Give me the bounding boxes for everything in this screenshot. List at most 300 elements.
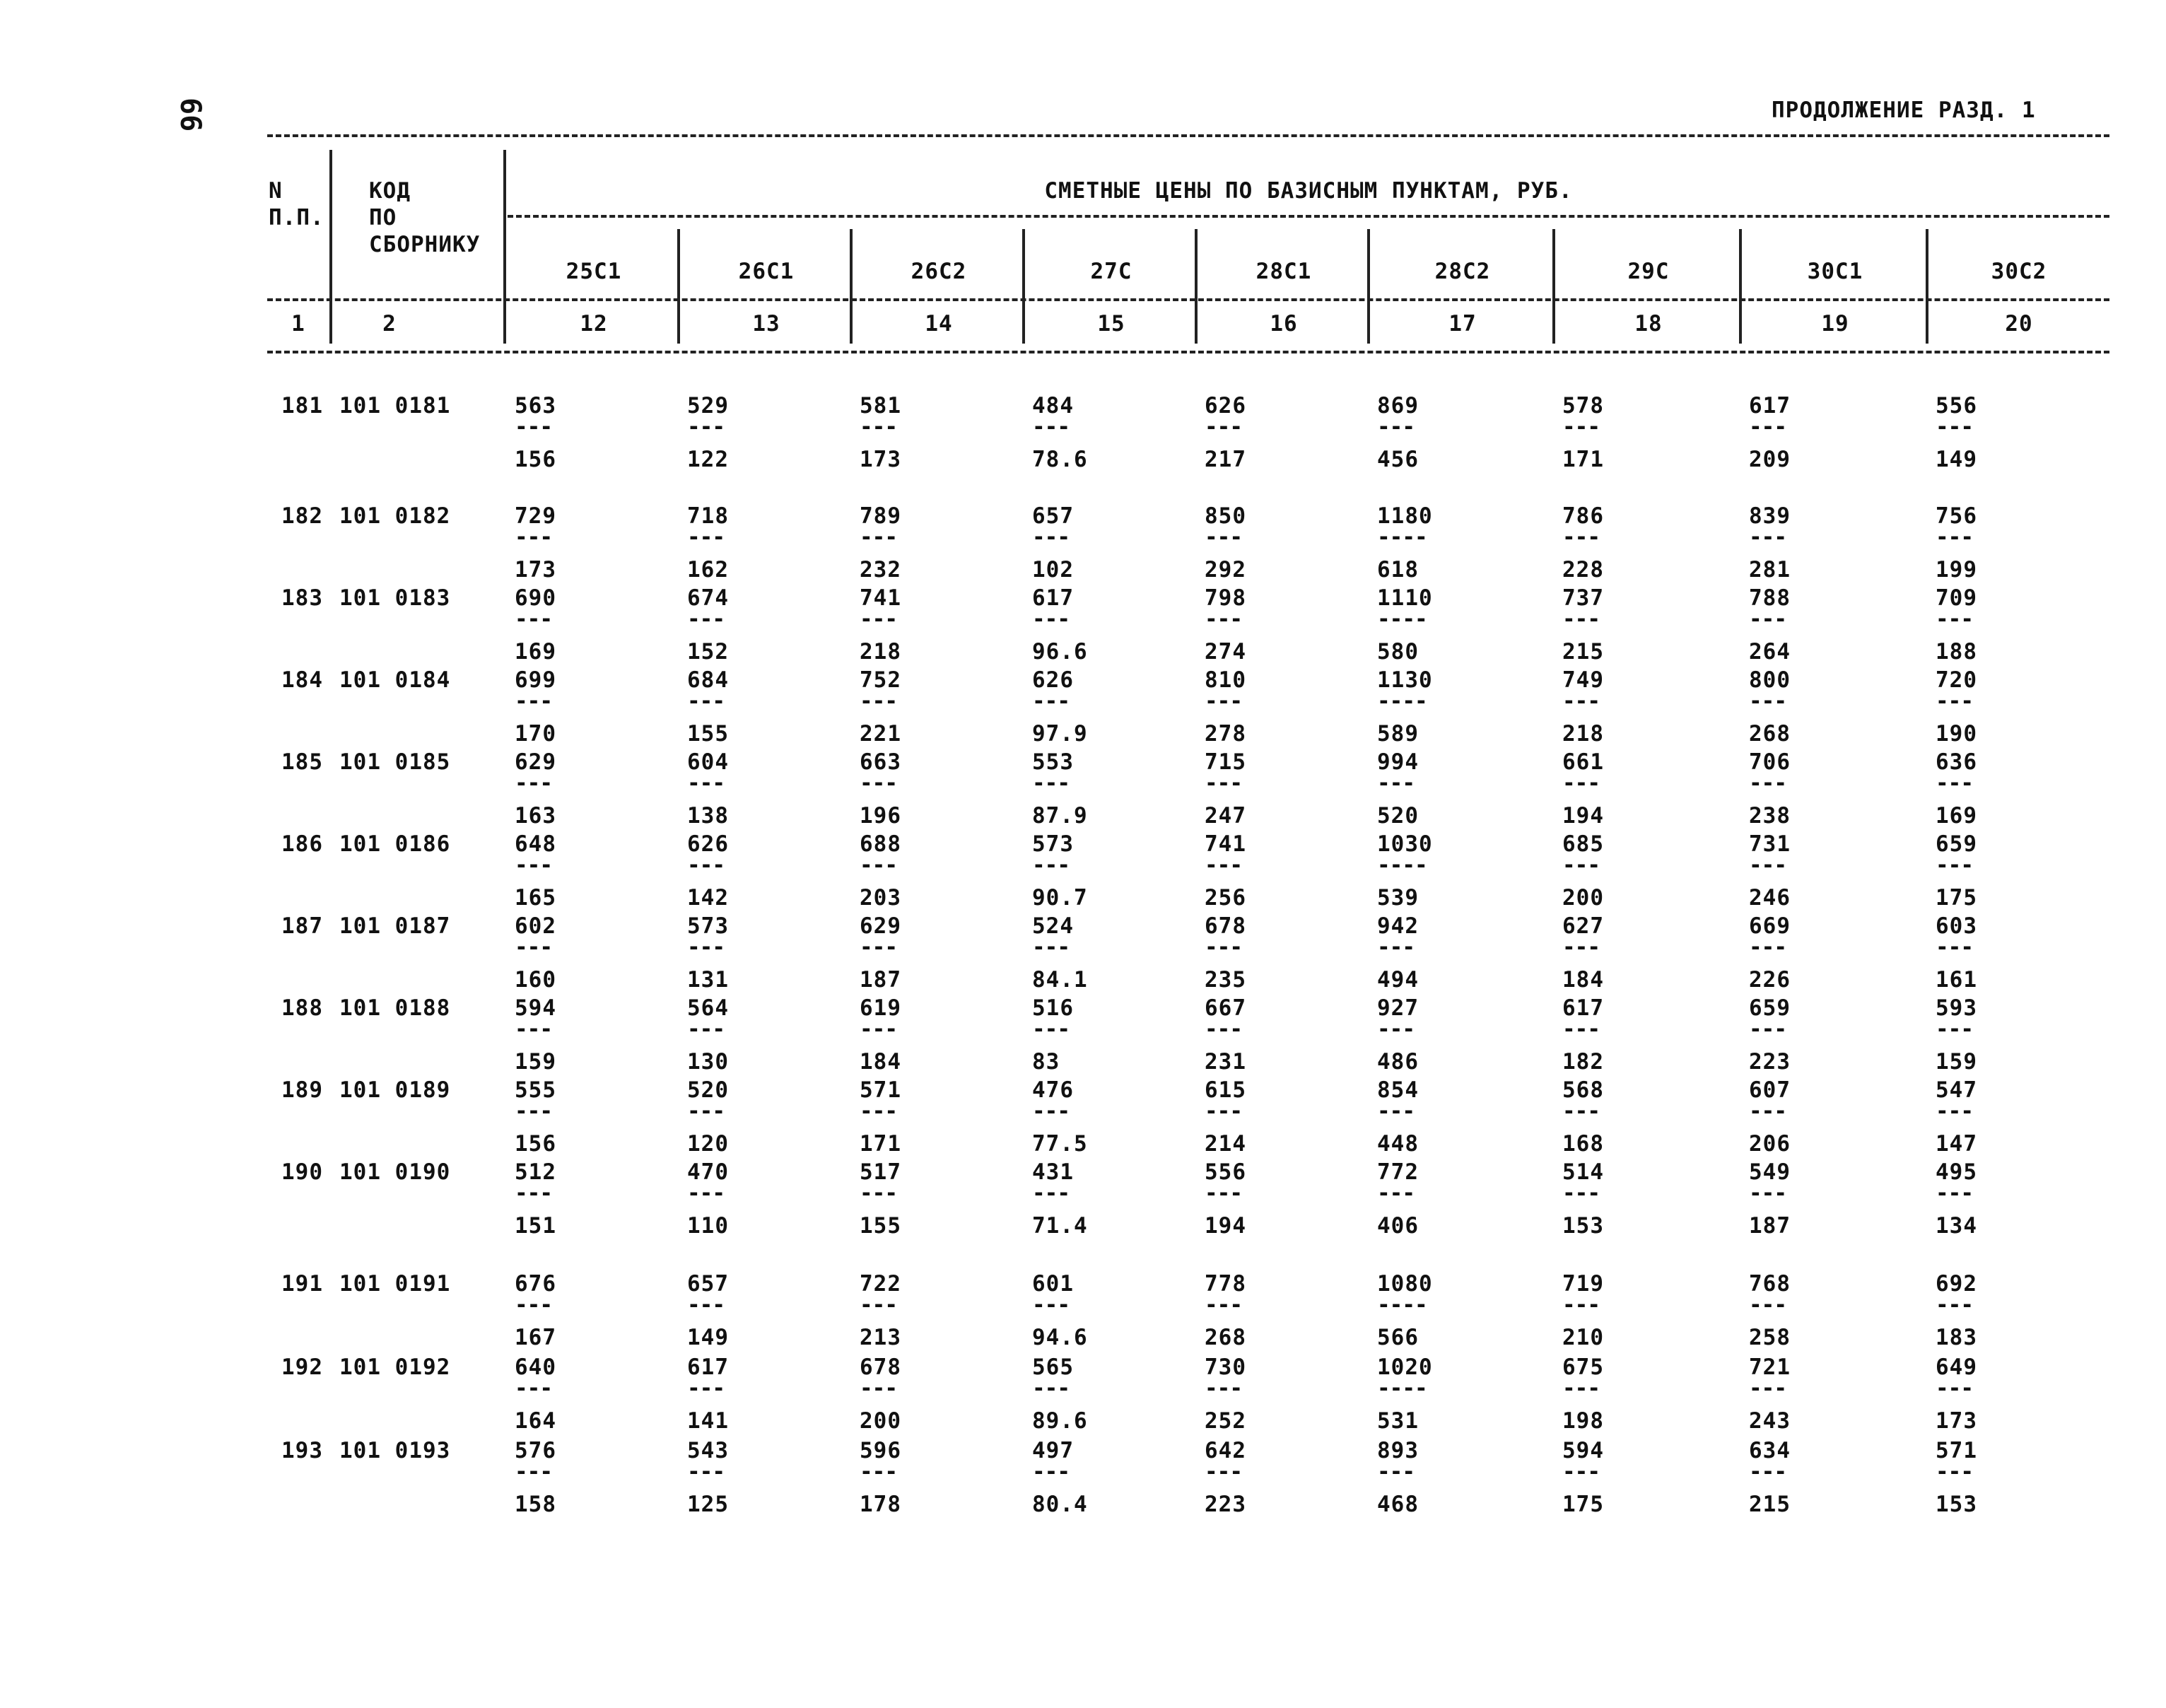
price-numerator: 706 <box>1749 749 1791 775</box>
price-denominator: 223 <box>1205 1492 1246 1517</box>
price-denominator: 183 <box>1936 1325 1977 1350</box>
column-divider <box>677 229 680 344</box>
collection-code: 101 0193 <box>339 1438 451 1463</box>
price-denominator: 175 <box>1562 1492 1604 1517</box>
collection-code: 101 0183 <box>339 585 451 611</box>
price-denominator: 406 <box>1377 1213 1419 1239</box>
fraction-bar: --- <box>1562 414 1600 440</box>
price-denominator: 141 <box>687 1408 729 1434</box>
collection-code: 101 0186 <box>339 831 451 857</box>
fraction-bar: --- <box>1936 1292 1973 1318</box>
price-denominator: 252 <box>1205 1408 1246 1434</box>
price-numerator: 571 <box>860 1077 901 1103</box>
row-number: 183 <box>281 585 323 611</box>
section-continuation-title: ПРОДОЛЖЕНИЕ РАЗД. 1 <box>1772 98 2036 123</box>
fraction-bar: --- <box>1562 689 1600 714</box>
fraction-bar: --- <box>1562 607 1600 632</box>
column-n-label-line2: П.П. <box>269 205 324 230</box>
price-numerator: 675 <box>1562 1355 1604 1380</box>
fraction-bar: --- <box>515 853 552 878</box>
fraction-bar: --- <box>1205 853 1242 878</box>
fraction-bar: --- <box>1032 1099 1070 1124</box>
row-number: 193 <box>281 1438 323 1463</box>
price-denominator: 89.6 <box>1032 1408 1088 1434</box>
fraction-bar: --- <box>860 935 897 960</box>
price-numerator: 617 <box>1749 393 1791 419</box>
price-denominator: 153 <box>1936 1492 1977 1517</box>
fraction-bar: --- <box>1205 1292 1242 1318</box>
price-numerator: 573 <box>1032 831 1074 857</box>
fraction-bar: --- <box>1936 525 1973 550</box>
fraction-bar: --- <box>1936 853 1973 878</box>
fraction-bar: --- <box>1749 853 1786 878</box>
price-denominator: 165 <box>515 885 556 911</box>
price-numerator: 1020 <box>1377 1355 1433 1380</box>
price-numerator: 520 <box>687 1077 729 1103</box>
row-number: 187 <box>281 913 323 939</box>
price-numerator: 810 <box>1205 667 1246 693</box>
price-denominator: 149 <box>1936 447 1977 472</box>
price-denominator: 155 <box>860 1213 901 1239</box>
point-header-9: 30С2 <box>1991 259 2047 284</box>
fraction-bar: --- <box>860 525 897 550</box>
price-numerator: 667 <box>1205 995 1246 1021</box>
price-numerator: 571 <box>1936 1438 1977 1463</box>
point-header-2: 26С1 <box>738 259 795 284</box>
price-denominator: 194 <box>1562 803 1604 829</box>
price-denominator: 486 <box>1377 1049 1419 1075</box>
price-numerator: 607 <box>1749 1077 1791 1103</box>
column-divider <box>329 150 332 344</box>
fraction-bar: --- <box>515 607 552 632</box>
column-number: 15 <box>1097 311 1125 337</box>
price-numerator: 730 <box>1205 1355 1246 1380</box>
fraction-bar: --- <box>515 1017 552 1042</box>
price-denominator: 182 <box>1562 1049 1604 1075</box>
fraction-bar: ---- <box>1377 1292 1427 1318</box>
price-denominator: 159 <box>515 1049 556 1075</box>
price-numerator: 659 <box>1936 831 1977 857</box>
fraction-bar: --- <box>515 1376 552 1401</box>
price-numerator: 604 <box>687 749 729 775</box>
column-divider <box>1022 229 1025 344</box>
fraction-bar: --- <box>1377 414 1415 440</box>
header-bottom-rule <box>267 351 2109 353</box>
price-denominator: 151 <box>515 1213 556 1239</box>
fraction-bar: --- <box>860 1099 897 1124</box>
price-denominator: 256 <box>1205 885 1246 911</box>
fraction-bar: --- <box>687 1459 725 1485</box>
fraction-bar: --- <box>1205 1181 1242 1206</box>
fraction-bar: --- <box>860 771 897 796</box>
price-denominator: 196 <box>860 803 901 829</box>
price-denominator: 156 <box>515 447 556 472</box>
fraction-bar: --- <box>1377 1099 1415 1124</box>
header-top-rule <box>267 134 2109 137</box>
price-denominator: 194 <box>1205 1213 1246 1239</box>
price-denominator: 138 <box>687 803 729 829</box>
fraction-bar: --- <box>1562 853 1600 878</box>
price-numerator: 529 <box>687 393 729 419</box>
price-denominator: 210 <box>1562 1325 1604 1350</box>
fraction-bar: ---- <box>1377 607 1427 632</box>
price-denominator: 168 <box>1562 1131 1604 1157</box>
price-denominator: 246 <box>1749 885 1791 911</box>
price-denominator: 264 <box>1749 639 1791 665</box>
price-denominator: 175 <box>1936 885 1977 911</box>
price-numerator: 578 <box>1562 393 1604 419</box>
fraction-bar: --- <box>1749 1017 1786 1042</box>
point-header-8: 30С1 <box>1807 259 1863 284</box>
fraction-bar: --- <box>1749 525 1786 550</box>
fraction-bar: --- <box>1032 414 1070 440</box>
collection-code: 101 0184 <box>339 667 451 693</box>
price-numerator: 497 <box>1032 1438 1074 1463</box>
row-number: 192 <box>281 1355 323 1380</box>
price-denominator: 149 <box>687 1325 729 1350</box>
row-number: 185 <box>281 749 323 775</box>
price-numerator: 994 <box>1377 749 1419 775</box>
fraction-bar: --- <box>1562 1017 1600 1042</box>
price-denominator: 215 <box>1749 1492 1791 1517</box>
price-denominator: 226 <box>1749 967 1791 993</box>
price-numerator: 476 <box>1032 1077 1074 1103</box>
price-denominator: 190 <box>1936 721 1977 747</box>
price-denominator: 162 <box>687 557 729 583</box>
price-denominator: 77.5 <box>1032 1131 1088 1157</box>
fraction-bar: --- <box>1749 414 1786 440</box>
price-numerator: 692 <box>1936 1271 1977 1297</box>
price-numerator: 603 <box>1936 913 1977 939</box>
price-numerator: 731 <box>1749 831 1791 857</box>
price-denominator: 94.6 <box>1032 1325 1088 1350</box>
fraction-bar: --- <box>1936 1376 1973 1401</box>
price-denominator: 218 <box>1562 721 1604 747</box>
price-denominator: 159 <box>1936 1049 1977 1075</box>
column-n-label-line1: N <box>269 178 283 204</box>
row-number: 186 <box>281 831 323 857</box>
price-numerator: 800 <box>1749 667 1791 693</box>
fraction-bar: --- <box>1936 414 1973 440</box>
price-denominator: 90.7 <box>1032 885 1088 911</box>
price-numerator: 619 <box>860 995 901 1021</box>
price-denominator: 494 <box>1377 967 1419 993</box>
fraction-bar: --- <box>1377 935 1415 960</box>
column-divider <box>503 150 506 344</box>
fraction-bar: --- <box>1205 689 1242 714</box>
price-numerator: 556 <box>1205 1159 1246 1185</box>
price-denominator: 199 <box>1936 557 1977 583</box>
column-code-label-line2: ПО <box>369 205 397 230</box>
price-numerator: 676 <box>515 1271 556 1297</box>
price-denominator: 102 <box>1032 557 1074 583</box>
fraction-bar: --- <box>1032 771 1070 796</box>
price-numerator: 627 <box>1562 913 1604 939</box>
price-numerator: 663 <box>860 749 901 775</box>
fraction-bar: --- <box>1749 771 1786 796</box>
price-numerator: 431 <box>1032 1159 1074 1185</box>
column-divider <box>1552 229 1555 344</box>
price-numerator: 649 <box>1936 1355 1977 1380</box>
price-numerator: 699 <box>515 667 556 693</box>
fraction-bar: --- <box>687 525 725 550</box>
column-code-label-line1: КОД <box>369 178 411 204</box>
fraction-bar: --- <box>1936 1099 1973 1124</box>
price-numerator: 737 <box>1562 585 1604 611</box>
price-denominator: 155 <box>687 721 729 747</box>
price-denominator: 169 <box>515 639 556 665</box>
fraction-bar: --- <box>1749 1376 1786 1401</box>
price-denominator: 235 <box>1205 967 1246 993</box>
price-numerator: 709 <box>1936 585 1977 611</box>
price-numerator: 555 <box>515 1077 556 1103</box>
price-numerator: 626 <box>1205 393 1246 419</box>
fraction-bar: --- <box>1205 1376 1242 1401</box>
fraction-bar: --- <box>1936 1017 1973 1042</box>
price-numerator: 893 <box>1377 1438 1419 1463</box>
price-numerator: 634 <box>1749 1438 1791 1463</box>
collection-code: 101 0192 <box>339 1355 451 1380</box>
fraction-bar: --- <box>860 689 897 714</box>
price-denominator: 200 <box>1562 885 1604 911</box>
price-denominator: 122 <box>687 447 729 472</box>
price-numerator: 568 <box>1562 1077 1604 1103</box>
column-number: 1 <box>291 311 305 337</box>
fraction-bar: --- <box>1032 1181 1070 1206</box>
price-denominator: 203 <box>860 885 901 911</box>
price-numerator: 563 <box>515 393 556 419</box>
collection-code: 101 0185 <box>339 749 451 775</box>
price-numerator: 648 <box>515 831 556 857</box>
price-numerator: 788 <box>1749 585 1791 611</box>
price-numerator: 768 <box>1749 1271 1791 1297</box>
fraction-bar: --- <box>515 1099 552 1124</box>
page-number: 66 <box>174 98 206 132</box>
price-numerator: 741 <box>860 585 901 611</box>
price-denominator: 184 <box>860 1049 901 1075</box>
price-numerator: 839 <box>1749 503 1791 529</box>
price-denominator: 218 <box>860 639 901 665</box>
fraction-bar: --- <box>1032 525 1070 550</box>
price-denominator: 221 <box>860 721 901 747</box>
price-numerator: 543 <box>687 1438 729 1463</box>
price-denominator: 274 <box>1205 639 1246 665</box>
collection-code: 101 0189 <box>339 1077 451 1103</box>
price-denominator: 147 <box>1936 1131 1977 1157</box>
fraction-bar: --- <box>687 1292 725 1318</box>
price-numerator: 942 <box>1377 913 1419 939</box>
price-numerator: 678 <box>860 1355 901 1380</box>
fraction-bar: --- <box>515 689 552 714</box>
price-denominator: 217 <box>1205 447 1246 472</box>
price-numerator: 512 <box>515 1159 556 1185</box>
price-numerator: 495 <box>1936 1159 1977 1185</box>
price-denominator: 167 <box>515 1325 556 1350</box>
price-denominator: 215 <box>1562 639 1604 665</box>
fraction-bar: --- <box>860 1376 897 1401</box>
price-denominator: 238 <box>1749 803 1791 829</box>
price-denominator: 80.4 <box>1032 1492 1088 1517</box>
fraction-bar: --- <box>687 1181 725 1206</box>
fraction-bar: --- <box>1205 1099 1242 1124</box>
fraction-bar: --- <box>687 1099 725 1124</box>
fraction-bar: ---- <box>1377 525 1427 550</box>
fraction-bar: --- <box>860 1017 897 1042</box>
price-numerator: 690 <box>515 585 556 611</box>
fraction-bar: --- <box>1562 1459 1600 1485</box>
price-denominator: 468 <box>1377 1492 1419 1517</box>
price-numerator: 629 <box>515 749 556 775</box>
fraction-bar: --- <box>515 525 552 550</box>
price-numerator: 547 <box>1936 1077 1977 1103</box>
price-numerator: 581 <box>860 393 901 419</box>
price-numerator: 517 <box>860 1159 901 1185</box>
fraction-bar: --- <box>1205 1017 1242 1042</box>
row-number: 191 <box>281 1271 323 1297</box>
fraction-bar: --- <box>687 853 725 878</box>
price-denominator: 292 <box>1205 557 1246 583</box>
price-denominator: 281 <box>1749 557 1791 583</box>
fraction-bar: --- <box>1749 935 1786 960</box>
column-divider <box>1739 229 1742 344</box>
fraction-bar: --- <box>1562 771 1600 796</box>
price-denominator: 152 <box>687 639 729 665</box>
price-denominator: 178 <box>860 1492 901 1517</box>
fraction-bar: --- <box>687 935 725 960</box>
price-denominator: 187 <box>1749 1213 1791 1239</box>
collection-code: 101 0187 <box>339 913 451 939</box>
price-numerator: 721 <box>1749 1355 1791 1380</box>
fraction-bar: --- <box>1936 771 1973 796</box>
fraction-bar: --- <box>1032 689 1070 714</box>
column-divider <box>850 229 853 344</box>
price-denominator: 125 <box>687 1492 729 1517</box>
price-denominator: 213 <box>860 1325 901 1350</box>
price-numerator: 602 <box>515 913 556 939</box>
fraction-bar: --- <box>1562 1181 1600 1206</box>
price-denominator: 580 <box>1377 639 1419 665</box>
price-denominator: 160 <box>515 967 556 993</box>
fraction-bar: --- <box>1936 1181 1973 1206</box>
price-numerator: 593 <box>1936 995 1977 1021</box>
fraction-bar: --- <box>687 607 725 632</box>
points-subheader-rule <box>508 215 2109 218</box>
column-divider <box>1367 229 1370 344</box>
fraction-bar: --- <box>1749 1292 1786 1318</box>
fraction-bar: --- <box>1205 414 1242 440</box>
price-numerator: 661 <box>1562 749 1604 775</box>
price-numerator: 1030 <box>1377 831 1433 857</box>
price-numerator: 720 <box>1936 667 1977 693</box>
price-numerator: 601 <box>1032 1271 1074 1297</box>
price-denominator: 206 <box>1749 1131 1791 1157</box>
column-number: 13 <box>752 311 780 337</box>
price-numerator: 722 <box>860 1271 901 1297</box>
price-numerator: 741 <box>1205 831 1246 857</box>
price-denominator: 164 <box>515 1408 556 1434</box>
fraction-bar: --- <box>860 1292 897 1318</box>
column-code-label-line3: СБОРНИКУ <box>369 232 481 257</box>
row-number: 182 <box>281 503 323 529</box>
price-denominator: 232 <box>860 557 901 583</box>
fraction-bar: --- <box>1032 1376 1070 1401</box>
price-numerator: 729 <box>515 503 556 529</box>
price-denominator: 97.9 <box>1032 721 1088 747</box>
row-number: 181 <box>281 393 323 419</box>
price-denominator: 188 <box>1936 639 1977 665</box>
collection-code: 101 0188 <box>339 995 451 1021</box>
price-numerator: 657 <box>1032 503 1074 529</box>
price-denominator: 247 <box>1205 803 1246 829</box>
row-number: 190 <box>281 1159 323 1185</box>
fraction-bar: --- <box>1936 689 1973 714</box>
column-number: 2 <box>382 311 397 337</box>
column-number: 20 <box>2005 311 2033 337</box>
fraction-bar: --- <box>1749 1459 1786 1485</box>
column-number: 18 <box>1634 311 1663 337</box>
price-denominator: 130 <box>687 1049 729 1075</box>
price-numerator: 752 <box>860 667 901 693</box>
fraction-bar: --- <box>1205 525 1242 550</box>
price-numerator: 1130 <box>1377 667 1433 693</box>
price-numerator: 556 <box>1936 393 1977 419</box>
price-denominator: 71.4 <box>1032 1213 1088 1239</box>
fraction-bar: --- <box>860 414 897 440</box>
fraction-bar: --- <box>860 1181 897 1206</box>
price-numerator: 640 <box>515 1355 556 1380</box>
price-numerator: 524 <box>1032 913 1074 939</box>
price-numerator: 594 <box>1562 1438 1604 1463</box>
price-denominator: 618 <box>1377 557 1419 583</box>
price-denominator: 566 <box>1377 1325 1419 1350</box>
price-denominator: 161 <box>1936 967 1977 993</box>
price-numerator: 772 <box>1377 1159 1419 1185</box>
fraction-bar: --- <box>1749 689 1786 714</box>
price-numerator: 715 <box>1205 749 1246 775</box>
price-denominator: 228 <box>1562 557 1604 583</box>
price-numerator: 484 <box>1032 393 1074 419</box>
price-denominator: 173 <box>1936 1408 1977 1434</box>
fraction-bar: --- <box>515 1292 552 1318</box>
price-denominator: 184 <box>1562 967 1604 993</box>
price-denominator: 156 <box>515 1131 556 1157</box>
price-numerator: 553 <box>1032 749 1074 775</box>
row-number: 184 <box>281 667 323 693</box>
price-denominator: 96.6 <box>1032 639 1088 665</box>
price-denominator: 278 <box>1205 721 1246 747</box>
price-numerator: 749 <box>1562 667 1604 693</box>
price-denominator: 198 <box>1562 1408 1604 1434</box>
price-denominator: 448 <box>1377 1131 1419 1157</box>
fraction-bar: --- <box>1562 935 1600 960</box>
price-denominator: 539 <box>1377 885 1419 911</box>
fraction-bar: --- <box>1936 935 1973 960</box>
price-denominator: 187 <box>860 967 901 993</box>
price-denominator: 163 <box>515 803 556 829</box>
price-numerator: 615 <box>1205 1077 1246 1103</box>
price-numerator: 684 <box>687 667 729 693</box>
price-denominator: 120 <box>687 1131 729 1157</box>
price-numerator: 626 <box>1032 667 1074 693</box>
price-numerator: 1180 <box>1377 503 1433 529</box>
fraction-bar: --- <box>515 1181 552 1206</box>
column-divider <box>1926 229 1928 344</box>
fraction-bar: --- <box>515 414 552 440</box>
price-denominator: 169 <box>1936 803 1977 829</box>
price-denominator: 589 <box>1377 721 1419 747</box>
price-denominator: 84.1 <box>1032 967 1088 993</box>
prices-group-title: СМЕТНЫЕ ЦЕНЫ ПО БАЗИСНЫМ ПУНКТАМ, РУБ. <box>1044 178 1573 204</box>
